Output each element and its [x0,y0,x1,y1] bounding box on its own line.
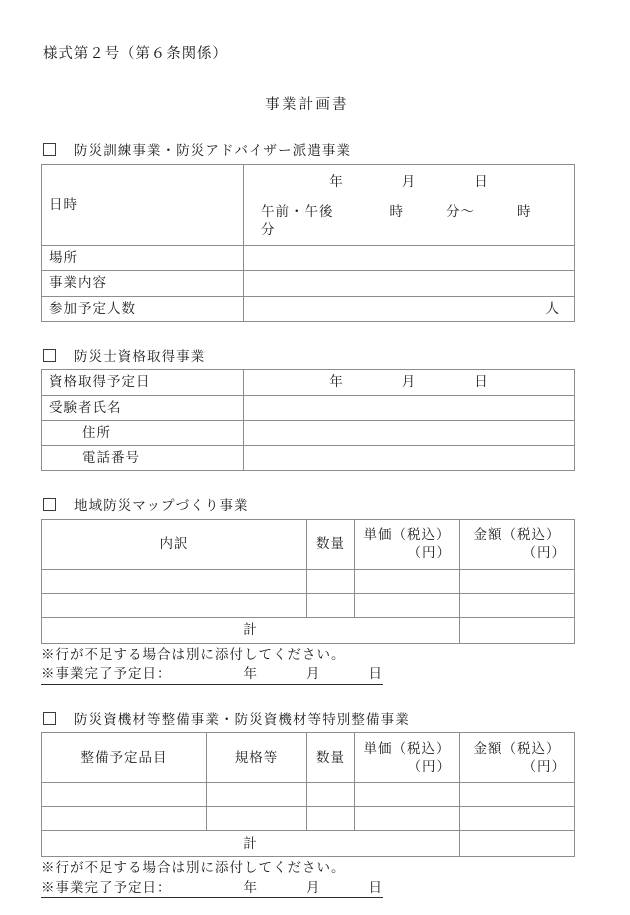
address-label: 住所 [42,420,244,445]
amount-cell[interactable] [460,569,575,593]
item-cell[interactable] [42,569,307,593]
attendees-label: 参加予定人数 [42,296,244,321]
hour-label-1: 時 [389,203,404,219]
unit-price-cell[interactable] [355,569,460,593]
column-header-quantity: 数量 [307,733,355,783]
table-header-row [42,733,575,783]
quantity-cell[interactable] [307,783,355,807]
amount-text: 金額（税込） [473,526,561,542]
phone-label: 電話番号 [42,445,244,470]
datetime-ymd: 年 月 日 [329,173,489,189]
attendees-value[interactable]: 人 [244,296,575,321]
unit-price-yen: （円） [407,545,451,561]
column-header-quantity: 数量 [307,519,355,569]
table-row [42,445,575,470]
section-heading-2-label: 防災士資格取得事業 [74,348,206,364]
checkbox-icon[interactable] [43,143,56,156]
note-attach: ※行が不足する場合は別に添付してください。 [41,860,346,876]
datetime-label: 日時 [42,164,244,246]
content-value[interactable] [244,271,575,296]
place-value[interactable] [244,246,575,271]
note-completion-date [41,878,383,899]
datetime-time-row [251,191,567,245]
spec-cell[interactable] [207,807,307,831]
quantity-cell[interactable] [307,593,355,617]
column-header-unit-price [355,519,460,569]
ampm-label: 午前・午後 [261,203,334,219]
minute-label-2: 分 [261,221,276,237]
qualification-date-label: 資格取得予定日 [42,370,244,395]
content-label: 事業内容 [42,271,244,296]
column-header-unit-price [355,733,460,783]
qualification-date-value[interactable]: 年 月 日 [244,370,575,395]
table-row [42,271,575,296]
total-value[interactable] [460,617,575,643]
note-day: 日 [368,666,383,682]
spec-cell[interactable] [207,783,307,807]
section-heading-3 [43,498,573,513]
checkbox-icon[interactable] [43,712,56,725]
section-heading-1-label: 防災訓練事業・防災アドバイザー派遣事業 [74,143,352,158]
section-heading-2 [43,349,573,364]
unit-price-text: 単価（税込） [363,526,451,542]
column-header-item: 内訳 [42,519,307,569]
section-bousaishi [41,349,573,471]
amount-cell[interactable] [460,807,575,831]
section-heading-4-label: 防災資機材等整備事業・防災資機材等特別整備事業 [74,711,410,727]
column-header-amount [460,519,575,569]
table-row [42,164,575,246]
page-title: 事業計画書 [265,96,349,113]
phone-value[interactable] [244,445,575,470]
section-equipment [41,712,573,899]
examinee-name-value[interactable] [244,395,575,420]
table-row [42,569,575,593]
unit-price-cell[interactable] [355,807,460,831]
examinee-name-label: 受験者氏名 [42,395,244,420]
note-completion-label: ※事業完了予定日： [41,666,172,682]
note-day: 日 [368,879,383,895]
item-cell[interactable] [42,593,307,617]
table-equipment [41,732,575,857]
table-total-row [42,617,575,643]
table-total-row [42,831,575,857]
quantity-cell[interactable] [307,807,355,831]
column-header-amount [460,733,575,783]
table-row [42,807,575,831]
table-row [42,783,575,807]
unit-price-cell[interactable] [355,593,460,617]
table-row [42,420,575,445]
address-value[interactable] [244,420,575,445]
note-attach: ※行が不足する場合は別に添付してください。 [41,646,346,662]
note-month: 月 [306,666,321,682]
datetime-value-cell[interactable] [244,164,575,246]
total-value[interactable] [460,831,575,857]
form-number: 様式第２号（第６条関係） [43,46,228,62]
table-drill [41,164,575,322]
table-row [42,246,575,271]
unit-price-text: 単価（税込） [363,740,451,756]
checkbox-icon[interactable] [43,349,56,362]
table-row [42,395,575,420]
checkbox-icon[interactable] [43,498,56,511]
column-header-spec: 規格等 [207,733,307,783]
total-label: 計 [42,617,460,643]
table-hazard-map [41,519,575,644]
note-completion-label: ※事業完了予定日： [41,879,172,895]
section-disaster-drill [41,143,573,322]
unit-price-yen: （円） [407,758,451,774]
amount-cell[interactable] [460,593,575,617]
amount-yen: （円） [522,545,566,561]
note-year: 年 [243,666,258,682]
note-month: 月 [306,879,321,895]
section-heading-3-label: 地域防災マップづくり事業 [74,498,249,514]
section-heading-1 [43,143,573,158]
table-bousaishi [41,369,575,471]
table-row [42,296,575,321]
total-label: 計 [42,831,460,857]
section-hazard-map [41,498,573,685]
amount-cell[interactable] [460,783,575,807]
table-row [42,370,575,395]
quantity-cell[interactable] [307,569,355,593]
section-heading-4 [43,712,573,727]
column-header-item: 整備予定品目 [42,733,207,783]
notes-equipment [41,858,573,898]
unit-price-cell[interactable] [355,783,460,807]
notes-hazard-map [41,645,573,685]
minute-label-1: 分〜 [446,203,475,219]
amount-text: 金額（税込） [473,740,561,756]
table-row [42,593,575,617]
amount-yen: （円） [522,758,566,774]
note-year: 年 [243,879,258,895]
hour-label-2: 時 [517,203,532,219]
item-cell[interactable] [42,807,207,831]
note-completion-date [41,664,383,685]
place-label: 場所 [42,246,244,271]
item-cell[interactable] [42,783,207,807]
table-header-row [42,519,575,569]
